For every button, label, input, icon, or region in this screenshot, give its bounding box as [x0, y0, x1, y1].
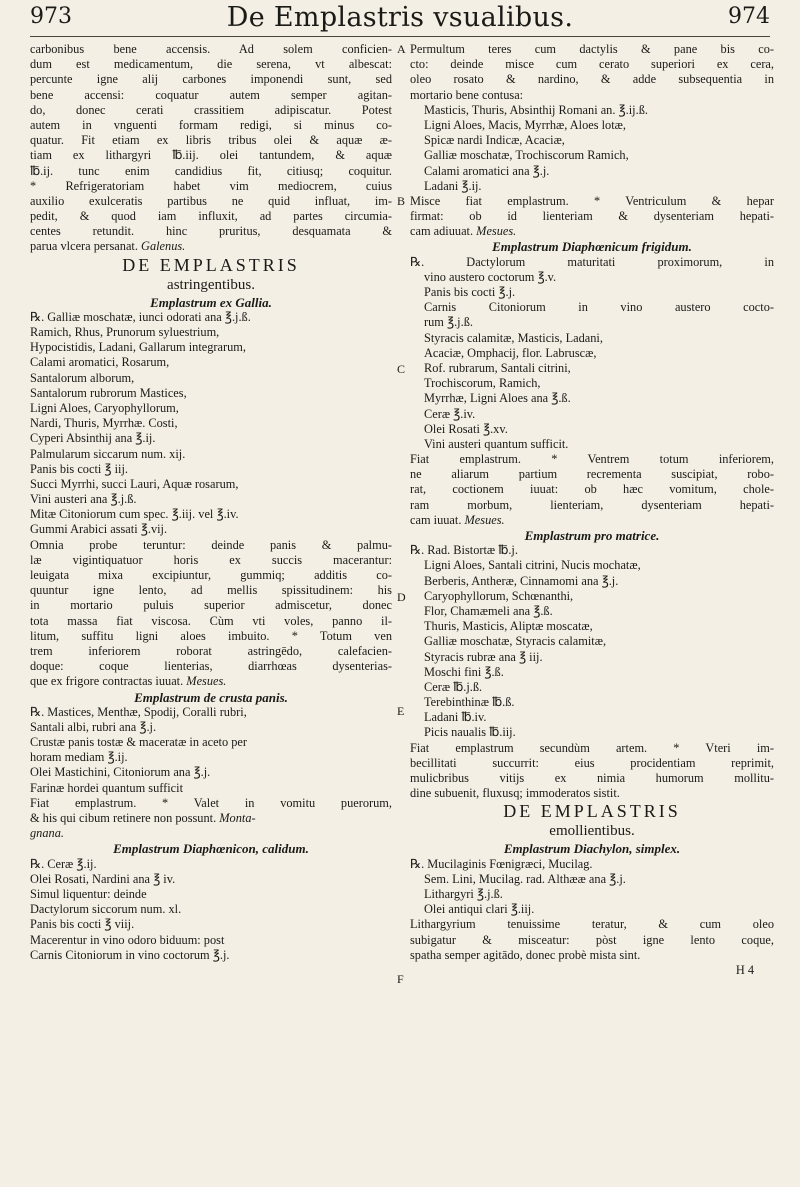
text-line: [410, 948, 774, 963]
line-text: doque: coque lienterias, diarrhœas dysenterias-: [30, 659, 392, 674]
line-text: Styracis rubræ ana ℥ iij.: [424, 649, 543, 664]
line-text: Emplastrum ex Gallia.: [150, 294, 272, 310]
line-text: do, donec cerati crassitiem adipiscatur. Potest: [30, 102, 392, 117]
line-text: ram morbum, lienteriam, dysenteriam hepati-: [410, 497, 774, 512]
text-line: [410, 285, 774, 300]
text-line: [30, 720, 392, 735]
line-text: Hypocistidis, Ladani, Gallarum integrarum,: [30, 340, 246, 355]
text-line: [30, 902, 392, 917]
text-line: [410, 194, 774, 209]
line-text: dum est medicamentum, die serena, vt albescat:: [30, 57, 392, 72]
text-line: [410, 72, 774, 87]
line-text: Emplastrum Diaphœnicum frigidum.: [492, 239, 692, 255]
text-line: [30, 887, 392, 902]
text-line: [410, 604, 774, 619]
line-text: dine subuenit, fluxusq; immoderatos sistit.: [410, 786, 620, 801]
line-text: leuigata mixa excipiuntur, gummiq; additis co-: [30, 568, 392, 582]
text-line: [410, 270, 774, 285]
line-text: Emplastrum Diachylon, simplex.: [503, 841, 681, 857]
line-text: Fiat emplastrum. * Ventrem totum inferiorem,: [410, 452, 774, 467]
line-text: Vini austeri quantum sufficit.: [424, 436, 569, 451]
text-line: [30, 917, 392, 932]
text-line: [30, 355, 392, 370]
text-line: [410, 680, 774, 695]
line-text: Lithargyri ℥.j.ß.: [424, 886, 503, 901]
text-line: [410, 179, 774, 194]
text-line: [410, 118, 774, 133]
text-line: [410, 42, 774, 57]
line-text: Simul liquentur: deinde: [30, 886, 147, 901]
text-line: [30, 674, 392, 689]
text-line: [30, 948, 392, 963]
line-text: mortario bene contusa:: [410, 87, 524, 102]
line-text: Emplastrum Diaphœnicon, calidum.: [113, 841, 309, 857]
text-line: [410, 148, 774, 163]
line-text: autem in vnguenti formam redigi, si minus co-: [30, 117, 392, 132]
text-line: [30, 118, 392, 133]
line-text: Nardi, Thuris, Myrrhæ. Costi,: [30, 416, 178, 431]
text-line: [30, 826, 392, 841]
line-text: Panis bis cocti ℥ iij.: [30, 461, 128, 476]
text-line: [30, 179, 392, 194]
line-text: Emplastrum de crusta panis.: [134, 689, 288, 705]
source-citation: Mesues.: [461, 512, 505, 527]
text-line: [30, 462, 392, 477]
line-text: Ladani ℥.ij.: [424, 178, 482, 193]
text-line: [410, 315, 774, 330]
running-header: [30, 2, 770, 37]
line-text: Styracis calamitæ, Masticis, Ladani,: [424, 330, 603, 345]
line-text: Ramich, Rhus, Prunorum syluestrium,: [30, 325, 220, 339]
line-text: bene accensi: coquatur autem semper agitan-: [30, 87, 392, 102]
line-text: Emplastrum pro matrice.: [524, 528, 660, 543]
text-line: [410, 482, 774, 497]
line-text: & his qui cibum retinere non possunt.: [30, 811, 217, 825]
text-line: [410, 589, 774, 604]
text-line: [30, 224, 392, 239]
text-line: [30, 416, 392, 431]
section-heading: [410, 528, 774, 543]
text-line: [30, 164, 392, 179]
text-line: [30, 57, 392, 72]
line-text: ℔.ij. tunc enim candidius fit, citiusq; coquitur.: [30, 163, 392, 178]
line-text: Galliæ moschatæ, Styracis calamitæ,: [424, 634, 607, 649]
line-text: ℞. Galliæ moschatæ, iunci odorati ana ℥.j.ß.: [30, 309, 251, 324]
line-text: tiam ex lithargyri ℔.iij. olei tantundem, & aquæ: [30, 148, 392, 163]
text-line: [30, 103, 392, 118]
text-line: [410, 741, 774, 756]
section-heading: [30, 841, 392, 856]
text-line: [410, 710, 774, 725]
line-text: in mortario puluis superior admiscetur, donec: [30, 598, 392, 613]
line-text: H 4: [735, 962, 754, 977]
line-text: Ceræ ℔.j.ß.: [424, 679, 483, 694]
line-text: Panis bis cocti ℥.j.: [424, 285, 516, 299]
text-line: [410, 437, 774, 452]
line-text: Calami aromatici, Rosarum,: [30, 355, 170, 370]
line-text: Fiat emplastrum. * Valet in vomitu puerorum,: [30, 795, 392, 810]
line-text: Vini austeri ana ℥.j.ß.: [30, 492, 137, 507]
text-line: [410, 57, 774, 72]
text-line: [30, 447, 392, 462]
text-line: [410, 695, 774, 710]
text-line: [410, 331, 774, 346]
text-line: [30, 325, 392, 340]
page-number-right: 974: [728, 4, 770, 29]
section-heading: [30, 276, 392, 295]
line-text: Gummi Arabici assati ℥.vij.: [30, 522, 168, 537]
line-text: ne aliarum partium recrementa suscipiat, robo-: [410, 467, 774, 482]
line-text: Berberis, Antheræ, Cinnamomi ana ℥.j.: [424, 573, 619, 588]
text-line: [30, 614, 392, 629]
text-line: [410, 164, 774, 179]
line-text: Mitæ Citoniorum cum spec. ℥.iij. vel ℥.iv.: [30, 507, 239, 522]
section-heading: [410, 239, 774, 254]
line-text: Masticis, Thuris, Absinthij Romani an. ℥.ij.ß.: [424, 102, 648, 117]
line-text: Fiat emplastrum secundùm artem. * Vteri im-: [410, 740, 774, 755]
line-text: Carnis Citoniorum in vino austero cocto-: [424, 300, 774, 315]
left-column: [30, 42, 392, 963]
section-heading: [410, 822, 774, 841]
text-line: [410, 619, 774, 634]
line-text: cam iuuat.: [410, 512, 462, 527]
line-text: horam mediam ℥.ij.: [30, 750, 128, 765]
line-text: Farinæ hordei quantum sufficit: [30, 780, 184, 795]
line-text: Ladani ℔.iv.: [424, 710, 487, 725]
line-text: Ceræ ℥.iv.: [424, 406, 476, 421]
section-heading: [410, 841, 774, 856]
text-line: [30, 310, 392, 325]
line-text: Dactylorum siccorum num. xl.: [30, 902, 182, 917]
line-text: Macerentur in vino odoro biduum: post: [30, 932, 225, 947]
text-line: [30, 522, 392, 537]
text-line: [30, 735, 392, 750]
text-line: [30, 477, 392, 492]
text-line: [410, 650, 774, 665]
line-text: Omnia probe teruntur: deinde panis & palmu-: [30, 537, 392, 552]
text-line: [410, 452, 774, 467]
text-line: [30, 386, 392, 401]
line-text: percunte igne alij carbones imponendi sunt, sed: [30, 72, 392, 87]
text-line: [30, 765, 392, 780]
text-line: [30, 583, 392, 598]
text-line: [30, 507, 392, 522]
margin-letter-d: D: [397, 590, 406, 604]
line-text: ℞. Mastices, Menthæ, Spodij, Coralli rubri,: [30, 704, 247, 719]
text-line: [410, 933, 774, 948]
text-line: [30, 857, 392, 872]
text-line: [410, 902, 774, 917]
text-line: [410, 725, 774, 740]
line-text: Olei Rosati ℥.xv.: [424, 421, 508, 436]
text-line: [30, 872, 392, 887]
line-text: oleo rosato & nardino, & adde subsequentia in: [410, 72, 774, 87]
text-line: [30, 933, 392, 948]
text-line: [410, 391, 774, 406]
text-line: [410, 467, 774, 482]
line-text: spatha semper agitādo, donec probè mista sint.: [410, 947, 641, 962]
line-text: Thuris, Masticis, Aliptæ moscatæ,: [424, 619, 593, 634]
line-text: * Refrigeratoriam habet vim mediocrem, cuius: [30, 178, 392, 193]
source-citation: Monta-: [216, 811, 256, 825]
text-line: [410, 665, 774, 680]
margin-letter-b: B: [397, 194, 406, 208]
section-heading: [30, 295, 392, 310]
source-citation: Mesues.: [183, 674, 227, 689]
text-line: [410, 88, 774, 103]
text-line: [410, 786, 774, 801]
line-text: DE EMPLASTRIS: [503, 801, 681, 822]
text-line: [30, 659, 392, 674]
text-line: [410, 513, 774, 528]
line-text: subigatur & misceatur: pòst igne lento coque,: [410, 932, 774, 947]
line-text: Santali albi, rubri ana ℥.j.: [30, 719, 157, 734]
line-text: centes retundit. hinc pruritus, desquamata &: [30, 224, 392, 239]
text-line: [410, 255, 774, 270]
line-text: Picis naualis ℔.iij.: [424, 725, 516, 740]
text-line: [30, 133, 392, 148]
source-citation: gnana.: [30, 826, 64, 841]
text-line: [410, 498, 774, 513]
line-text: carbonibus bene accensis. Ad solem conficien-: [30, 42, 392, 56]
line-text: Moschi fini ℥.ß.: [424, 664, 504, 679]
line-text: Santalorum rubrorum Mastices,: [30, 385, 187, 400]
line-text: Permultum teres cum dactylis & pane bis co-: [410, 42, 774, 56]
margin-letter-e: E: [397, 704, 405, 718]
line-text: Olei Rosati, Nardini ana ℥ iv.: [30, 871, 176, 886]
text-line: [410, 361, 774, 376]
line-text: Trochiscorum, Ramich,: [424, 376, 541, 391]
margin-letter-c: C: [397, 362, 406, 376]
text-line: [410, 103, 774, 118]
text-line: [30, 811, 392, 826]
line-text: quuntur igne lento, ad mellis spissitudinem: his: [30, 583, 392, 598]
line-text: cto: deinde misce cum cerato superiori ex cera,: [410, 57, 774, 72]
line-text: Olei Mastichini, Citoniorum ana ℥.j.: [30, 765, 211, 780]
line-text: auxilio exulceratis partibus ne quid influat, im-: [30, 193, 392, 208]
text-line: [410, 558, 774, 573]
running-title: De Emplastris vsualibus.: [226, 2, 574, 33]
line-text: tota massa fiat viscosa. Cùm vti voles, panno il-: [30, 613, 392, 628]
line-text: Acaciæ, Omphacij, flor. Labruscæ,: [424, 345, 597, 360]
text-line: [30, 796, 392, 811]
text-line: [410, 756, 774, 771]
line-text: Ligni Aloes, Caryophyllorum,: [30, 400, 179, 415]
text-line: [410, 346, 774, 361]
line-text: Spicæ nardi Indicæ, Acaciæ,: [424, 133, 565, 148]
line-text: Terebinthinæ ℔.ß.: [424, 695, 515, 710]
line-text: læ vigintiquatuor horis ex succis macerantur:: [30, 552, 392, 567]
text-line: [410, 963, 774, 978]
section-heading: [30, 690, 392, 705]
source-citation: Galenus.: [137, 239, 186, 254]
line-text: que ex frigore contractas iuuat.: [30, 674, 184, 689]
line-text: Santalorum alborum,: [30, 370, 135, 385]
text-line: [410, 872, 774, 887]
text-line: [30, 568, 392, 583]
line-text: Caryophyllorum, Schœnanthi,: [424, 588, 574, 603]
line-text: astringentibus.: [167, 276, 255, 293]
line-text: ℞. Mucilaginis Fœnigræci, Mucilag.: [410, 856, 593, 871]
text-line: [410, 300, 774, 315]
text-line: [410, 917, 774, 932]
text-line: [30, 209, 392, 224]
line-text: rum ℥.j.ß.: [424, 315, 473, 330]
text-line: [410, 857, 774, 872]
line-text: emollientibus.: [549, 823, 635, 840]
line-text: Ligni Aloes, Macis, Myrrhæ, Aloes lotæ,: [424, 117, 626, 132]
text-line: [410, 376, 774, 391]
text-line: [30, 705, 392, 720]
line-text: vino austero coctorum ℥.v.: [424, 269, 557, 284]
text-line: [30, 553, 392, 568]
line-text: Flor, Chamæmeli ana ℥.ß.: [424, 603, 553, 618]
text-line: [30, 401, 392, 416]
text-line: [30, 598, 392, 613]
text-line: [30, 629, 392, 644]
text-line: [30, 750, 392, 765]
text-line: [30, 644, 392, 659]
line-text: pedit, & quod iam influxit, ad partes circumia-: [30, 209, 392, 224]
text-line: [410, 634, 774, 649]
text-line: [30, 538, 392, 553]
text-line: [30, 340, 392, 355]
text-line: [410, 422, 774, 437]
text-line: [30, 371, 392, 386]
text-line: [30, 194, 392, 209]
source-citation: Mesues.: [473, 224, 517, 239]
text-line: [410, 133, 774, 148]
text-line: [30, 42, 392, 57]
section-heading: [410, 801, 774, 822]
line-text: Crustæ panis tostæ & maceratæ in aceto per: [30, 735, 247, 750]
line-text: Lithargyrium tenuissime teratur, & cum oleo: [410, 917, 774, 932]
text-line: [30, 72, 392, 87]
line-text: mulicbribus vitijs ex nimia humorum mollitu-: [410, 771, 774, 785]
line-text: Galliæ moschatæ, Trochiscorum Ramich,: [424, 148, 629, 163]
line-text: Sem. Lini, Mucilag. rad. Althææ ana ℥.j.: [424, 871, 626, 886]
line-text: becillitati succurrit: eius procidentiam reprimit,: [410, 755, 774, 770]
line-text: rat, coctionem iuuat: ob hæc vomitum, chole-: [410, 482, 774, 497]
line-text: Calami aromatici ana ℥.j.: [424, 163, 550, 178]
line-text: firmat: ob id lienteriam & dysenteriam hepati-: [410, 209, 774, 224]
line-text: trem inferiorem roborat astringēdo, calefacien-: [30, 643, 392, 658]
line-text: quatur. Fit etiam ex libris tribus olei & aquæ æ-: [30, 133, 392, 148]
line-text: Olei antiqui clari ℥.iij.: [424, 902, 535, 917]
line-text: Palmularum siccarum num. xij.: [30, 446, 186, 461]
line-text: parua vlcera persanat.: [30, 239, 138, 254]
text-line: [410, 543, 774, 558]
text-line: [30, 148, 392, 163]
text-line: [410, 887, 774, 902]
line-text: cam adiuuat.: [410, 224, 474, 239]
line-text: Ligni Aloes, Santali citrini, Nucis mochatæ,: [424, 558, 641, 573]
text-line: [30, 88, 392, 103]
line-text: Myrrhæ, Ligni Aloes ana ℥.ß.: [424, 391, 571, 406]
text-line: [410, 574, 774, 589]
line-text: Panis bis cocti ℥ viij.: [30, 917, 135, 932]
line-text: Succi Myrrhi, succi Lauri, Aquæ rosarum,: [30, 476, 239, 491]
line-text: litum, suffitu ligni aloes imbuito. * Totum ven: [30, 628, 392, 643]
text-line: [30, 239, 392, 254]
margin-letter-a: A: [397, 42, 406, 56]
line-text: ℞. Rad. Bistortæ ℔.j.: [410, 543, 518, 558]
line-text: Carnis Citoniorum in vino coctorum ℥.j.: [30, 947, 230, 962]
text-line: [30, 492, 392, 507]
line-text: Cyperi Absinthij ana ℥.ij.: [30, 431, 156, 446]
line-text: Rof. rubrarum, Santali citrini,: [424, 360, 571, 375]
text-line: [410, 407, 774, 422]
line-text: DE EMPLASTRIS: [122, 254, 300, 275]
text-line: [410, 209, 774, 224]
right-column: [410, 42, 774, 978]
line-text: ℞. Dactylorum maturitati proximorum, in: [410, 254, 774, 269]
text-line: [410, 224, 774, 239]
text-line: [410, 771, 774, 786]
text-line: [30, 431, 392, 446]
line-text: Misce fiat emplastrum. * Ventriculum & hepar: [410, 193, 774, 208]
margin-letter-f: F: [397, 972, 404, 986]
page-number-left: 973: [30, 4, 72, 29]
section-heading: [30, 255, 392, 276]
line-text: ℞. Ceræ ℥.ij.: [30, 856, 97, 871]
text-line: [30, 781, 392, 796]
